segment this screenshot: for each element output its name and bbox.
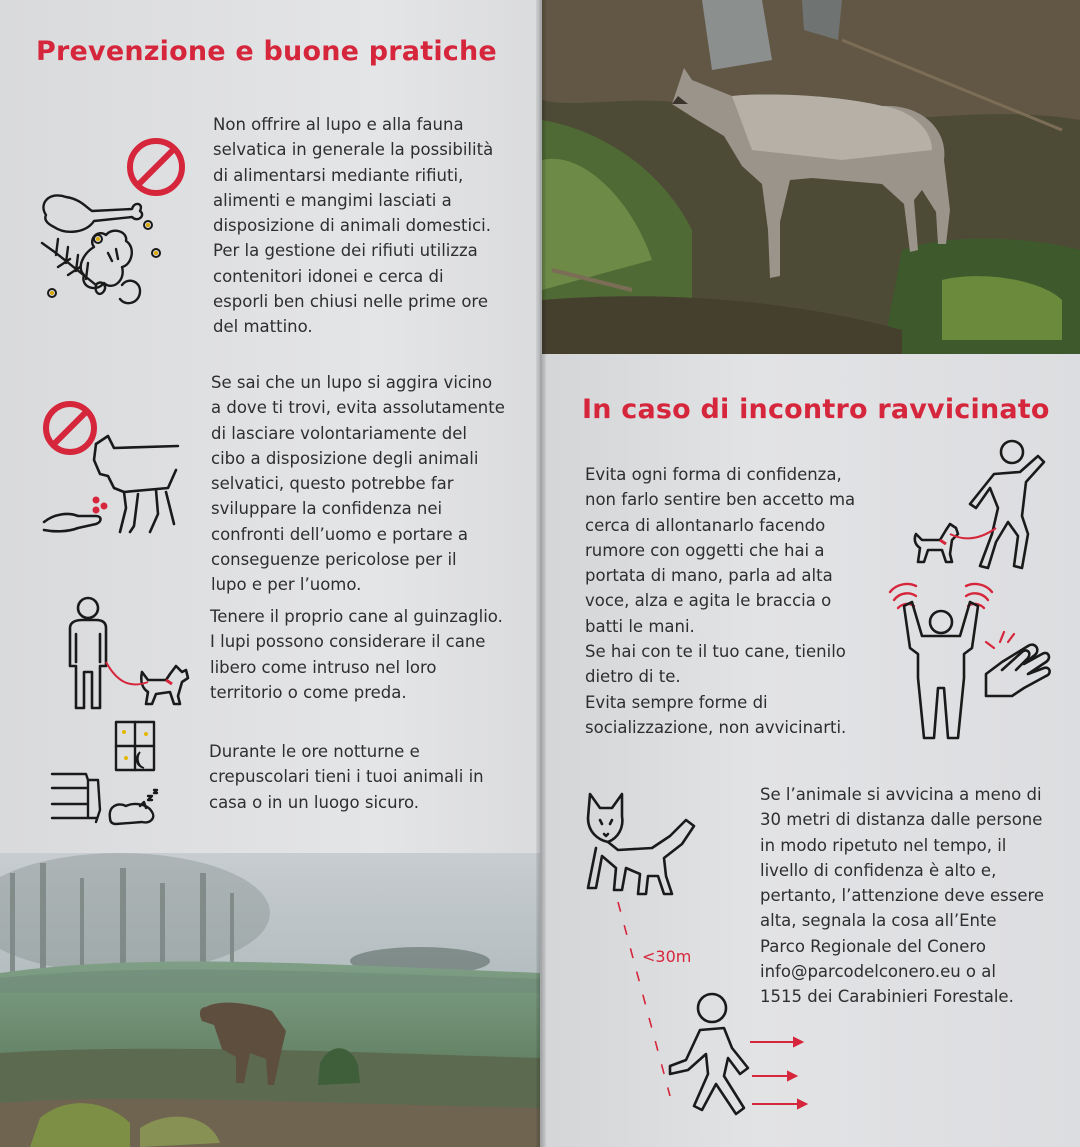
no-feeding-wolf-icon [38,396,188,541]
right-brochure-panel [542,0,1080,1147]
clapping-hands-icon [982,630,1054,704]
paragraph-dog-leash: Tenere il proprio cane al guinzaglio. I lupi possono considerare il cane libero come intruso nel loro territorio o come preda. [210,607,503,702]
person-with-dog-behind-icon [910,438,1050,574]
paragraph-avoid-confidence: Evita ogni forma di confidenza, non farlo sentire ben accetto ma cerca di allontanarlo facendo rumore con oggetti che hai a portata di mano, parla ad alta voce, alza e agita le braccia o batti le mani. Se hai con te il tuo cane, tienilo dietro di te. Evita sempre forme di socializzazione, non avvicinarti. [585,465,856,737]
pets-indoors-at-night-icon [48,718,168,830]
paragraph-food-waste: Non offrire al lupo e alla fauna selvatica in generale la possibilità di alimentarsi mediante rifiuti, alimenti e mangimi lasciati a disposizione di animali domestici. Per la gestione dei rifiuti utilizza contenitori idonei e cerca di esporli ben chiusi nelle prime ore del mattino. [213,115,494,337]
wolf-forest-photo [542,0,1080,354]
brochure-fold [536,0,546,1147]
dog-on-leash-icon [56,596,196,716]
wolf-field-photo [0,853,540,1147]
raise-arms-shout-icon [886,578,996,742]
wolf-approaching-icon [582,790,702,900]
prevention-heading: Prevenzione e buone pratiche [36,36,497,67]
no-food-waste-icon [36,135,196,315]
close-encounter-heading: In caso di incontro ravvicinato [582,394,1050,425]
paragraph-no-feeding: Se sai che un lupo si aggira vicino a dove ti trovi, evita assolutamente di lasciare volontariamente del cibo a disposizione degli animali selvatici, questo potrebbe far sviluppare la confidenza nei confronti dell’uomo e portare a conseguenze pericolose per il lupo e per l’uomo. [211,373,505,595]
paragraph-night-safety: Durante le ore notturne e crepuscolari tieni i tuoi animali in casa o in un luogo sicuro. [209,742,484,812]
paragraph-report-wolf: Se l’animale si avvicina a meno di 30 metri di distanza dalle persone in modo ripetuto nel tempo, il livello di confidenza è alto e, pertanto, l’attenzione deve essere alta, segnala la cosa all’Ente Parco Regionale del Conero info@parcodelconero.eu o al 1515 dei Carabinieri Forestale. [760,785,1045,1007]
walking-person-icon [666,990,812,1130]
distance-label: <30m [642,947,692,966]
